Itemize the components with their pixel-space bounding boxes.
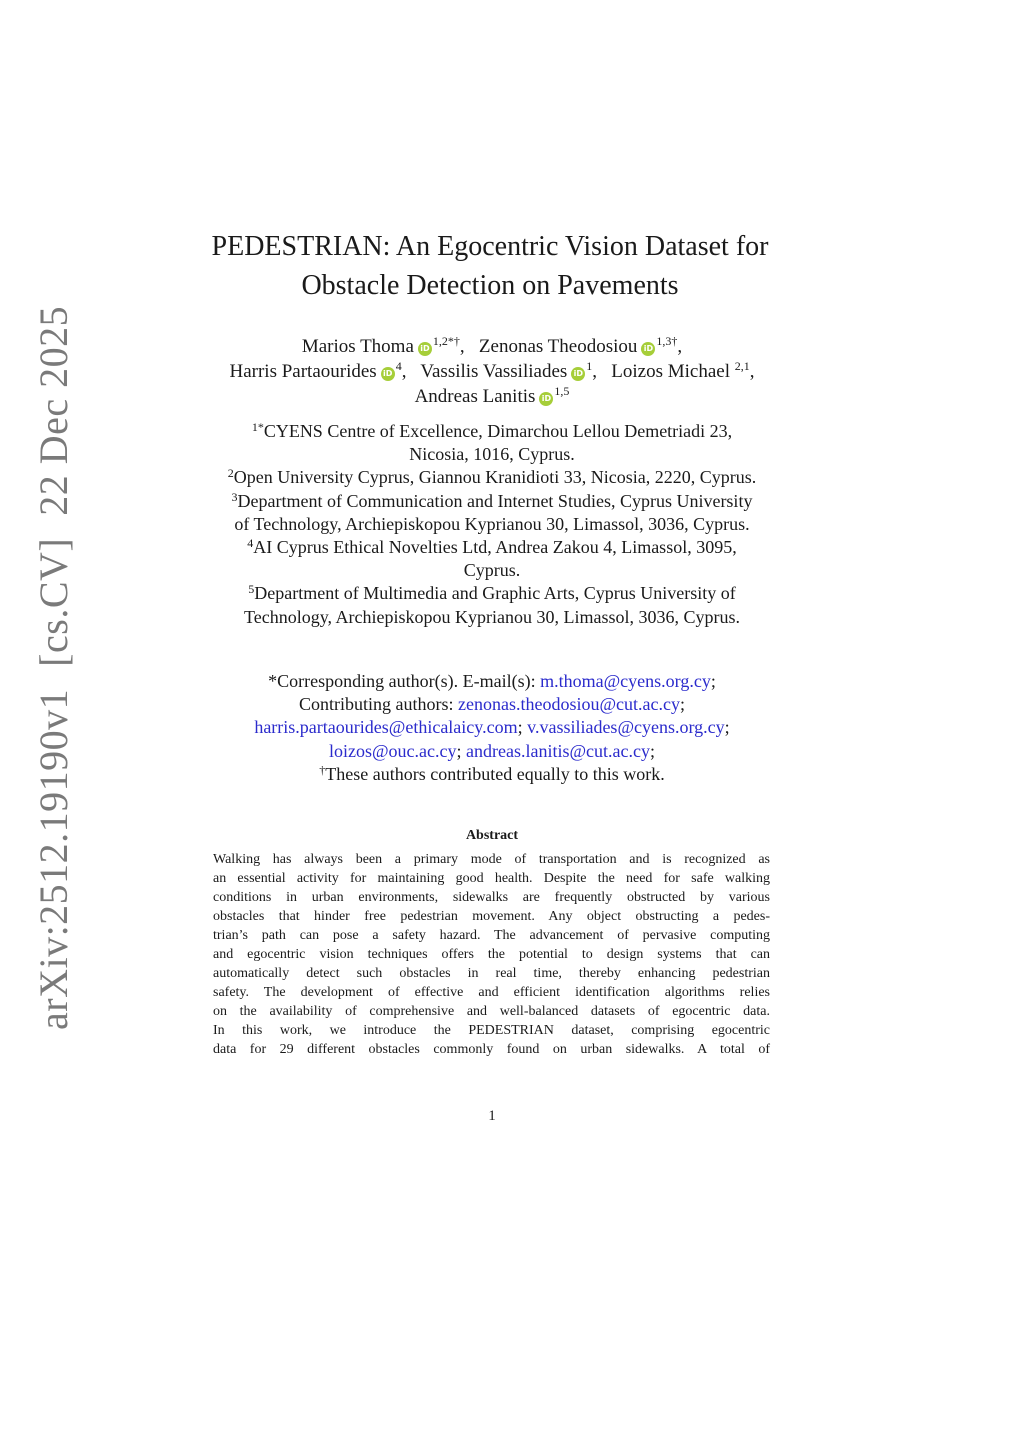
author-affiliation-marker: 1,5 bbox=[554, 384, 570, 398]
abstract-line: automatically detect such obstacles in real time, thereby enhancing pedestrian bbox=[213, 966, 770, 981]
affiliation-5-cont: Technology, Archiepiskopou Kyprianou 30, Limassol, 3036, Cyprus. bbox=[243, 606, 741, 627]
author-name: Loizos Michael bbox=[611, 361, 731, 382]
contributing-line: loizos@ouc.ac.cy; andreas.lanitis@cut.ac.cy; bbox=[328, 740, 656, 761]
affiliation-3 bbox=[150, 490, 834, 513]
author-name: Zenonas Theodosiou bbox=[478, 336, 638, 357]
equal-contribution-text: These authors contributed equally to this work. bbox=[325, 763, 665, 784]
author-separator: , bbox=[677, 336, 683, 357]
contributing-line: harris.partaourides@ethicalaicy.com; v.vassiliades@cyens.org.cy; bbox=[254, 717, 730, 738]
author-affiliation-marker: 1 bbox=[586, 359, 593, 373]
affiliation-text: Open University Cyprus, Giannou Kranidioti 33, Nicosia, 2220, Cyprus. bbox=[233, 467, 757, 488]
correspondence-block bbox=[150, 670, 834, 786]
abstract-line: Walking has always been a primary mode of transportation and is recognized as bbox=[213, 852, 770, 867]
contributing-label: Contributing authors: bbox=[298, 694, 454, 715]
affiliation-marker: 4 bbox=[247, 536, 254, 551]
orcid-icon[interactable]: iD bbox=[571, 367, 585, 381]
author-separator: , bbox=[749, 361, 755, 382]
author-line-1 bbox=[150, 334, 834, 359]
abstract-text bbox=[213, 850, 770, 1059]
author-name: Marios Thoma bbox=[301, 336, 414, 357]
author-affiliation-marker: 2,1 bbox=[734, 359, 750, 373]
email-link[interactable]: andreas.lanitis@cut.ac.cy bbox=[466, 740, 651, 761]
title-line-2: Obstacle Detection on Pavements bbox=[301, 270, 679, 301]
orcid-icon[interactable]: iD bbox=[641, 342, 655, 356]
orcid-icon[interactable]: iD bbox=[418, 342, 432, 356]
affiliation-4 bbox=[150, 536, 834, 559]
affiliation-marker: 5 bbox=[248, 582, 255, 597]
orcid-icon[interactable]: iD bbox=[539, 392, 553, 406]
author-line-3 bbox=[150, 384, 834, 409]
page-number: 1 bbox=[488, 1108, 496, 1124]
author-affiliation-marker: 4 bbox=[395, 359, 402, 373]
author-list bbox=[150, 334, 834, 409]
abstract-line: on the availability of comprehensive and well-balanced datasets of egocentric data. bbox=[213, 1004, 770, 1019]
author-name: Vassilis Vassiliades bbox=[420, 361, 568, 382]
arxiv-date: 22 Dec 2025 bbox=[31, 305, 76, 516]
author-line-2 bbox=[150, 359, 834, 384]
corresponding-line: *Corresponding author(s). E-mail(s): m.thoma@cyens.org.cy; bbox=[268, 671, 716, 691]
email-link[interactable]: zenonas.theodosiou@cut.ac.cy bbox=[457, 694, 680, 715]
author-affiliation-marker: 1,2*† bbox=[432, 334, 460, 348]
affiliation-marker: 2 bbox=[227, 466, 234, 481]
email-link[interactable]: m.thoma@cyens.org.cy bbox=[540, 671, 711, 691]
arxiv-category: [cs.CV] bbox=[31, 537, 76, 667]
abstract-line: In this work, we introduce the PEDESTRIAN dataset, comprising egocentric bbox=[213, 1023, 770, 1038]
corresponding-label: *Corresponding author(s). E-mail(s): bbox=[268, 671, 536, 691]
equal-contribution-note bbox=[150, 763, 834, 786]
abstract-line: safety. The development of effective and efficient identification algorithms relies bbox=[213, 985, 770, 1000]
author-separator: , bbox=[592, 361, 598, 382]
affiliation-1 bbox=[150, 420, 834, 443]
arxiv-side-identifier bbox=[30, 284, 77, 1030]
affiliation-2 bbox=[150, 466, 834, 489]
affiliations bbox=[150, 420, 834, 629]
affiliation-marker: 1* bbox=[251, 420, 264, 434]
contributing-line: Contributing authors: zenonas.theodosiou@cut.ac.cy; bbox=[298, 694, 686, 715]
affiliation-1-cont: Nicosia, 1016, Cyprus. bbox=[409, 444, 575, 465]
email-link[interactable]: harris.partaourides@ethicalaicy.com bbox=[254, 717, 518, 738]
affiliation-text: CYENS Centre of Excellence, Dimarchou Lellou Demetriadi 23, bbox=[263, 421, 733, 441]
author-name: Andreas Lanitis bbox=[414, 386, 536, 407]
email-link[interactable]: v.vassiliades@cyens.org.cy bbox=[527, 717, 725, 738]
abstract-line: data for 29 different obstacles commonly found on urban sidewalks. A total of bbox=[213, 1042, 770, 1057]
abstract-line: conditions in urban environments, sidewalks are frequently obstructed by various bbox=[213, 890, 770, 905]
author-separator: , bbox=[401, 361, 407, 382]
abstract-line: an essential activity for maintaining good health. Despite the need for safe walking bbox=[213, 871, 770, 886]
affiliation-text: Department of Communication and Internet Studies, Cyprus University bbox=[237, 490, 753, 511]
author-name: Harris Partaourides bbox=[229, 361, 377, 382]
author-separator: , bbox=[459, 336, 465, 357]
abstract-heading: Abstract bbox=[465, 828, 519, 843]
abstract-line: obstacles that hinder free pedestrian movement. Any object obstructing a pedes- bbox=[213, 909, 770, 924]
abstract-line: and egocentric vision techniques offers the potential to design systems that can bbox=[213, 947, 770, 962]
author-affiliation-marker: 1,3† bbox=[656, 334, 678, 348]
abstract-line: trian’s path can pose a safety hazard. The advancement of pervasive computing bbox=[213, 928, 770, 943]
orcid-icon[interactable]: iD bbox=[381, 367, 395, 381]
affiliation-3-cont: of Technology, Archiepiskopou Kyprianou 30, Limassol, 3036, Cyprus. bbox=[234, 513, 750, 534]
affiliation-marker: 3 bbox=[231, 489, 238, 504]
affiliation-5 bbox=[150, 582, 834, 605]
affiliation-text: Department of Multimedia and Graphic Arts, Cyprus University of bbox=[254, 583, 736, 604]
title-line-1: PEDESTRIAN: An Egocentric Vision Dataset for bbox=[211, 231, 769, 262]
dagger-marker: † bbox=[319, 762, 326, 777]
email-link[interactable]: loizos@ouc.ac.cy bbox=[328, 740, 457, 761]
paper-title bbox=[150, 227, 830, 305]
affiliation-text: AI Cyprus Ethical Novelties Ltd, Andrea Zakou 4, Limassol, 3095, bbox=[253, 537, 737, 558]
affiliation-4-cont: Cyprus. bbox=[463, 560, 521, 581]
arxiv-id: arXiv:2512.19190v1 bbox=[31, 688, 76, 1030]
